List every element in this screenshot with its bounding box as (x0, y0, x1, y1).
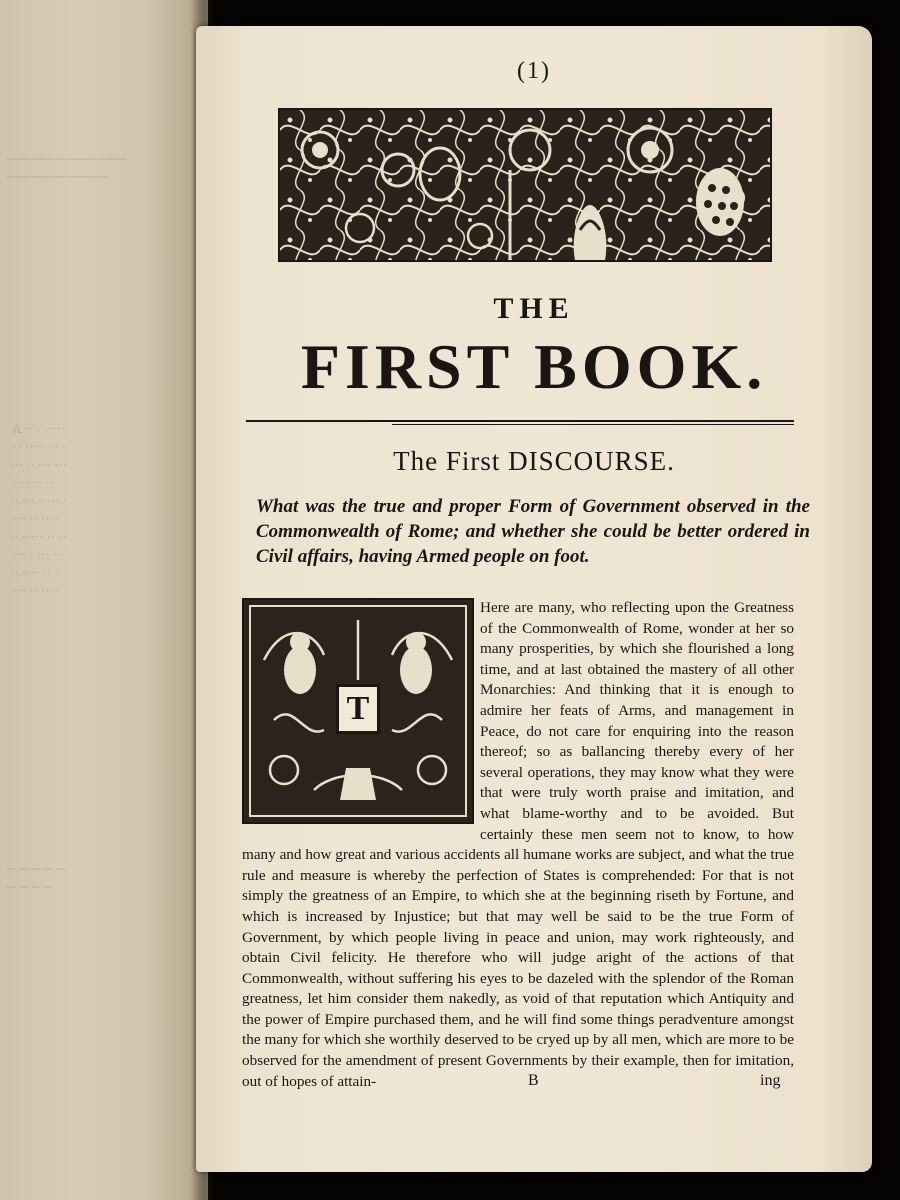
left-page: ───────────── ─────────── A ·· · ····· ·· ····· ·· · ··· ·· ··· ··· ···· ·· ·· ·· ··· ····· · ··· ·· ···· ·· ····· ·· ·· ··· · ··· ··· ·· ···· ·· · ··· ·· ···· ─ ─ ─ ─ ─ ─ ─ ─ ─ (0, 0, 208, 1200)
right-page (196, 26, 872, 1172)
book-title: FIRST BOOK. (300, 331, 768, 402)
catchword: ing (760, 1072, 781, 1089)
subtitle-text: What was the true and proper Form of Government observed in the Commonwealth of Rome; and whether she could be better ordered in Civil affairs, having Armed people on foot. (256, 496, 810, 567)
discourse-title: The First DISCOURSE. (393, 446, 675, 476)
signature-mark: B (528, 1072, 539, 1089)
page-number: (1) (517, 58, 551, 84)
chapter-subtitle (256, 494, 810, 569)
title-rule (246, 420, 794, 422)
title-rule-thin (392, 424, 794, 425)
body-text (242, 598, 794, 1092)
floral-ornament-icon (278, 108, 772, 262)
initial-letter: T (336, 684, 380, 734)
body-paragraph: Here are many, who reflecting upon the Greatness of the Commonwealth of Rome, wonder at her so many prosperities, by which she flourished a long time, and at last obtained the mastery of all other Monarchies: And thinking that it is enough to admire her feats of Arms, and management in Peace, do not care for enquiring into the reason thereof; so as ballancing thereby every of her several operations, they may know what they were that were truly worth praise and imitation, and what blame-worthy and to be avoided. But certainly these men seem not to know, to how many and how great and various accidents all humane works are subject, and what the true rule and measure is whereby the perfection of States is comprehended: For that is not simply the greatness of an Empire, to which she at the beginning riseth by Fortune, and which is increased by Injustice; but that may well be said to be the true Form of Government, by which people living in peace and union, may work righteously, and obtain Civil felicity. He therefore who will judge aright of the actions of that Commonwealth, without suffering his eyes to be dazeled with the splendor of the Roman greatness, let him consider them nakedly, as void of that reputation which Antiquity and the power of Empire purchased them, and he will find some things peradventure amongst the many for which she worthily deserved to be cryed up by all men, which are more to be observed for the amendment of present Governments by their example, then for imitation, out of hopes of attain- (242, 599, 794, 1090)
book-title-the: THE (493, 292, 575, 325)
